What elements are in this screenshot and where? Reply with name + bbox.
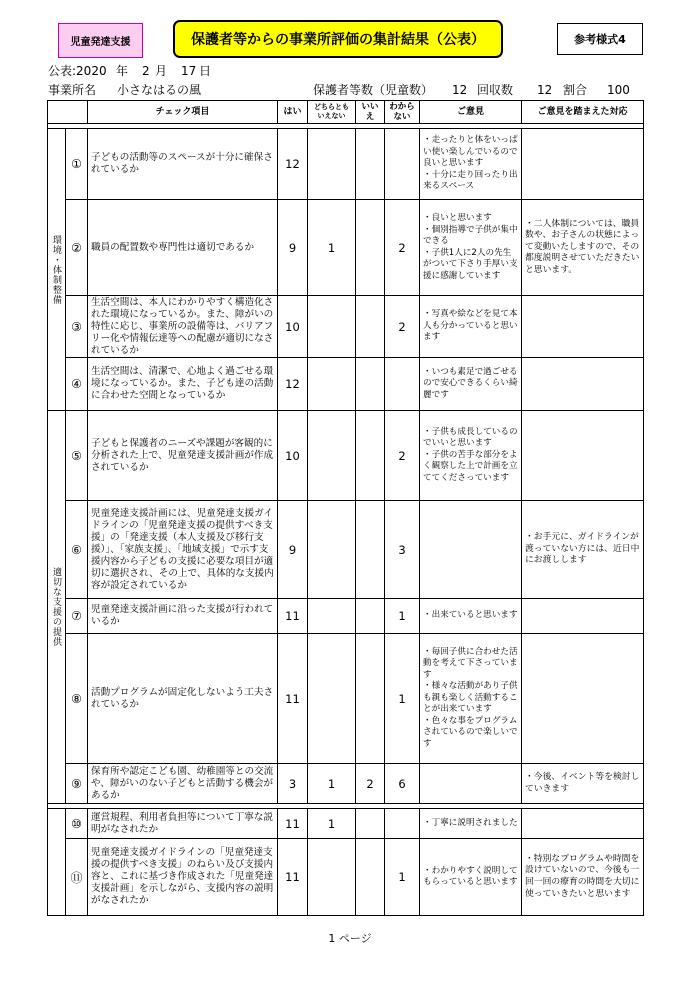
response: ・今後、イベント等を検討していきます bbox=[525, 771, 640, 794]
header-neutral: どちらともいえない bbox=[308, 101, 356, 124]
check-item: 児童発達支援計画には、児童発達支援ガイドラインの「児童発達支援の提供すべき支援」の「発達支援（本人支援及び移行支援）」、「家族支援」、「地域支援」で示す支援内容から子どもの支援に必要な項目が適切に選択され、その上で、具体的な支援内容が設定されているか bbox=[88, 501, 278, 599]
response-cell bbox=[522, 200, 644, 296]
check-item: 子どもと保護者のニーズや課題が客観的に分析された上で、児童発達支援計画が作成されているか bbox=[88, 411, 278, 501]
count-no bbox=[356, 129, 385, 200]
response-cell bbox=[522, 764, 644, 804]
count-yes: 11 bbox=[278, 809, 308, 839]
count-unknown: 1 bbox=[385, 634, 420, 764]
opinions-cell bbox=[420, 296, 522, 358]
count-neutral bbox=[308, 634, 356, 764]
count-yes: 11 bbox=[278, 634, 308, 764]
item-number: ⑨ bbox=[66, 764, 88, 804]
opinion: ・良いと思います bbox=[423, 213, 492, 223]
count-no bbox=[356, 296, 385, 358]
response: ・二人体制については、職員数や、お子さんの状態によって変動いたしますので、その都度説明させていただきたいと思います。 bbox=[525, 218, 640, 275]
opinions-cell bbox=[420, 839, 522, 916]
check-item: 生活空間は、本人にわかりやすく構造化された環境になっているか。また、障がいの特性に応じ、事業所の設備等は、バリアフリー化や情報伝達等への配慮が適切になされているか bbox=[88, 296, 278, 358]
check-item: 職員の配置数や専門性は適切であるか bbox=[88, 200, 278, 296]
count-no bbox=[356, 599, 385, 634]
opinions-cell bbox=[420, 129, 522, 200]
publication-day: 17 bbox=[181, 64, 197, 78]
count-yes: 11 bbox=[278, 839, 308, 916]
header-blank bbox=[48, 101, 88, 124]
count-no bbox=[356, 809, 385, 839]
month-unit: 月 bbox=[155, 64, 168, 78]
opinion: ・子供の苦手な部分をよく観察した上で計画を立ててくださっています bbox=[423, 449, 518, 483]
opinion: ・個別指導で子供が集中できる bbox=[423, 224, 518, 246]
opinion: ・わかりやすく説明してもらっていると思います bbox=[423, 865, 518, 887]
item-number: ⑧ bbox=[66, 634, 88, 764]
count-neutral: 1 bbox=[308, 809, 356, 839]
count-neutral bbox=[308, 501, 356, 599]
count-unknown: 6 bbox=[385, 764, 420, 804]
opinion: ・子供も成長しているのでいいと思います bbox=[423, 426, 518, 449]
response-cell bbox=[522, 501, 644, 599]
count-no bbox=[356, 358, 385, 411]
publication-year: 2020 bbox=[76, 64, 107, 78]
day-unit: 日 bbox=[199, 64, 212, 78]
page-title: 保護者等からの事業所評価の集計結果（公表） bbox=[173, 20, 503, 58]
count-unknown: 1 bbox=[385, 599, 420, 634]
check-item: 保育所や認定こども園、幼稚園等との交流や、障がいのない子どもと活動する機会があるか bbox=[88, 764, 278, 804]
opinion: ・写真や絵などを見て本人も分かっていると思います bbox=[423, 309, 518, 343]
count-unknown: 3 bbox=[385, 501, 420, 599]
response-cell bbox=[522, 411, 644, 501]
item-number: ① bbox=[66, 129, 88, 200]
item-number: ⑪ bbox=[66, 839, 88, 916]
opinions-cell bbox=[420, 411, 522, 501]
header-response: ご意見を踏まえた対応 bbox=[522, 101, 644, 124]
count-yes: 12 bbox=[278, 129, 308, 200]
header-yes: はい bbox=[278, 101, 308, 124]
collected-label: 回収数 bbox=[477, 83, 514, 97]
item-number: ② bbox=[66, 200, 88, 296]
count-yes: 10 bbox=[278, 296, 308, 358]
count-unknown: 2 bbox=[385, 296, 420, 358]
count-no bbox=[356, 634, 385, 764]
section-environment bbox=[48, 129, 66, 411]
check-item: 児童発達支援計画に沿った支援が行われているか bbox=[88, 599, 278, 634]
count-no bbox=[356, 501, 385, 599]
opinion: ・十分に走り回ったり出来るスペース bbox=[423, 169, 518, 192]
section-support bbox=[48, 411, 66, 804]
form-reference: 参考様式4 bbox=[557, 23, 643, 55]
header-no: いいえ bbox=[356, 101, 385, 124]
count-yes: 11 bbox=[278, 599, 308, 634]
count-no bbox=[356, 200, 385, 296]
item-number: ④ bbox=[66, 358, 88, 411]
count-no bbox=[356, 411, 385, 501]
count-unknown bbox=[385, 809, 420, 839]
rate-value: 100 bbox=[607, 83, 630, 97]
opinions-cell bbox=[420, 200, 522, 296]
count-neutral bbox=[308, 839, 356, 916]
count-unknown: 2 bbox=[385, 200, 420, 296]
count-unknown bbox=[385, 129, 420, 200]
response: ・特別なプログラムや時間を設けていないので、今後も一回一回の療育の時間を大切に使っていきたいと思います bbox=[525, 853, 640, 899]
header-unknown: わからない bbox=[385, 101, 420, 124]
guardians-count: 12 bbox=[452, 83, 468, 97]
opinions-cell bbox=[420, 358, 522, 411]
opinion: ・様々な活動があり子供も親も楽しく活動することが出来ています bbox=[423, 681, 518, 715]
opinion: ・いつも素足で過ごせるので安心できるくらい綺麗です bbox=[423, 366, 518, 400]
opinion: ・子供1人に2人の先生がついて下さり手厚い支援に感謝しています bbox=[423, 247, 518, 281]
count-unknown bbox=[385, 358, 420, 411]
page-number: 1 ページ bbox=[328, 932, 372, 945]
publication-month: 2 bbox=[142, 64, 150, 78]
check-item: 子どもの活動等のスペースが十分に確保されているか bbox=[88, 129, 278, 200]
count-yes: 9 bbox=[278, 200, 308, 296]
count-yes: 12 bbox=[278, 358, 308, 411]
check-item: 生活空間は、清潔で、心地よく過ごせる環境になっているか。また、子ども達の活動に合わせた空間となっているか bbox=[88, 358, 278, 411]
response-cell bbox=[522, 839, 644, 916]
opinions-cell bbox=[420, 809, 522, 839]
opinions-cell bbox=[420, 501, 522, 599]
results-table bbox=[47, 100, 644, 916]
count-neutral: 1 bbox=[308, 200, 356, 296]
response-cell bbox=[522, 809, 644, 839]
check-item: 運営規程、利用者負担等について丁寧な説明がなされたか bbox=[88, 809, 278, 839]
count-unknown: 2 bbox=[385, 411, 420, 501]
count-neutral bbox=[308, 358, 356, 411]
count-neutral bbox=[308, 129, 356, 200]
opinions-cell bbox=[420, 599, 522, 634]
guardians-label: 保護者等数（児童数） bbox=[313, 83, 434, 97]
year-unit: 年 bbox=[116, 64, 129, 78]
response-cell bbox=[522, 634, 644, 764]
publication-label: 公表: bbox=[48, 64, 77, 78]
count-neutral: 1 bbox=[308, 764, 356, 804]
response-cell bbox=[522, 599, 644, 634]
section-explanation bbox=[48, 809, 66, 916]
rate-label: 割合 bbox=[563, 83, 588, 97]
count-yes: 10 bbox=[278, 411, 308, 501]
response-cell bbox=[522, 358, 644, 411]
count-yes: 3 bbox=[278, 764, 308, 804]
check-item: 児童発達支援ガイドラインの「児童発達支援の提供すべき支援」のねらい及び支援内容と、これに基づき作成された「児童発達支援計画」を示しながら、支援内容の説明がなされたか bbox=[88, 839, 278, 916]
header-check-item: チェック項目 bbox=[88, 101, 278, 124]
opinion: ・色々な事をプログラムされているので楽しいです bbox=[423, 715, 518, 749]
count-neutral bbox=[308, 599, 356, 634]
section-label: 適切な支援の提供 bbox=[51, 567, 61, 647]
opinion: ・毎回子供に合わせた活動を考えて下さっています bbox=[423, 646, 518, 680]
item-number: ⑥ bbox=[66, 501, 88, 599]
opinion: ・丁寧に説明されました bbox=[423, 817, 518, 828]
check-item: 活動プログラムが固定化しないよう工夫されているか bbox=[88, 634, 278, 764]
opinion: ・走ったりと体をいっぱい使い楽しんでいるので良いと思います bbox=[423, 135, 518, 169]
count-neutral bbox=[308, 296, 356, 358]
response-cell bbox=[522, 296, 644, 358]
count-neutral bbox=[308, 411, 356, 501]
opinions-cell bbox=[420, 764, 522, 804]
opinions-cell bbox=[420, 634, 522, 764]
publication-date bbox=[48, 64, 107, 78]
header-opinions: ご意見 bbox=[420, 101, 522, 124]
collected-count: 12 bbox=[537, 83, 553, 97]
service-type-badge: 児童発達支援 bbox=[58, 23, 143, 58]
item-number: ③ bbox=[66, 296, 88, 358]
count-unknown: 1 bbox=[385, 839, 420, 916]
count-yes: 9 bbox=[278, 501, 308, 599]
opinion: ・出来ていると思います bbox=[423, 610, 518, 621]
count-no: 2 bbox=[356, 764, 385, 804]
response-cell bbox=[522, 129, 644, 200]
section-label: 環境・体制整備 bbox=[51, 234, 61, 305]
response: ・お手元に、ガイドラインが渡っていない方には、近日中にお渡しします bbox=[525, 532, 640, 566]
item-number: ⑩ bbox=[66, 809, 88, 839]
facility-label: 事業所名 bbox=[48, 83, 97, 97]
facility-name: 小さなはるの風 bbox=[117, 83, 202, 97]
item-number: ⑤ bbox=[66, 411, 88, 501]
count-no bbox=[356, 839, 385, 916]
item-number: ⑦ bbox=[66, 599, 88, 634]
